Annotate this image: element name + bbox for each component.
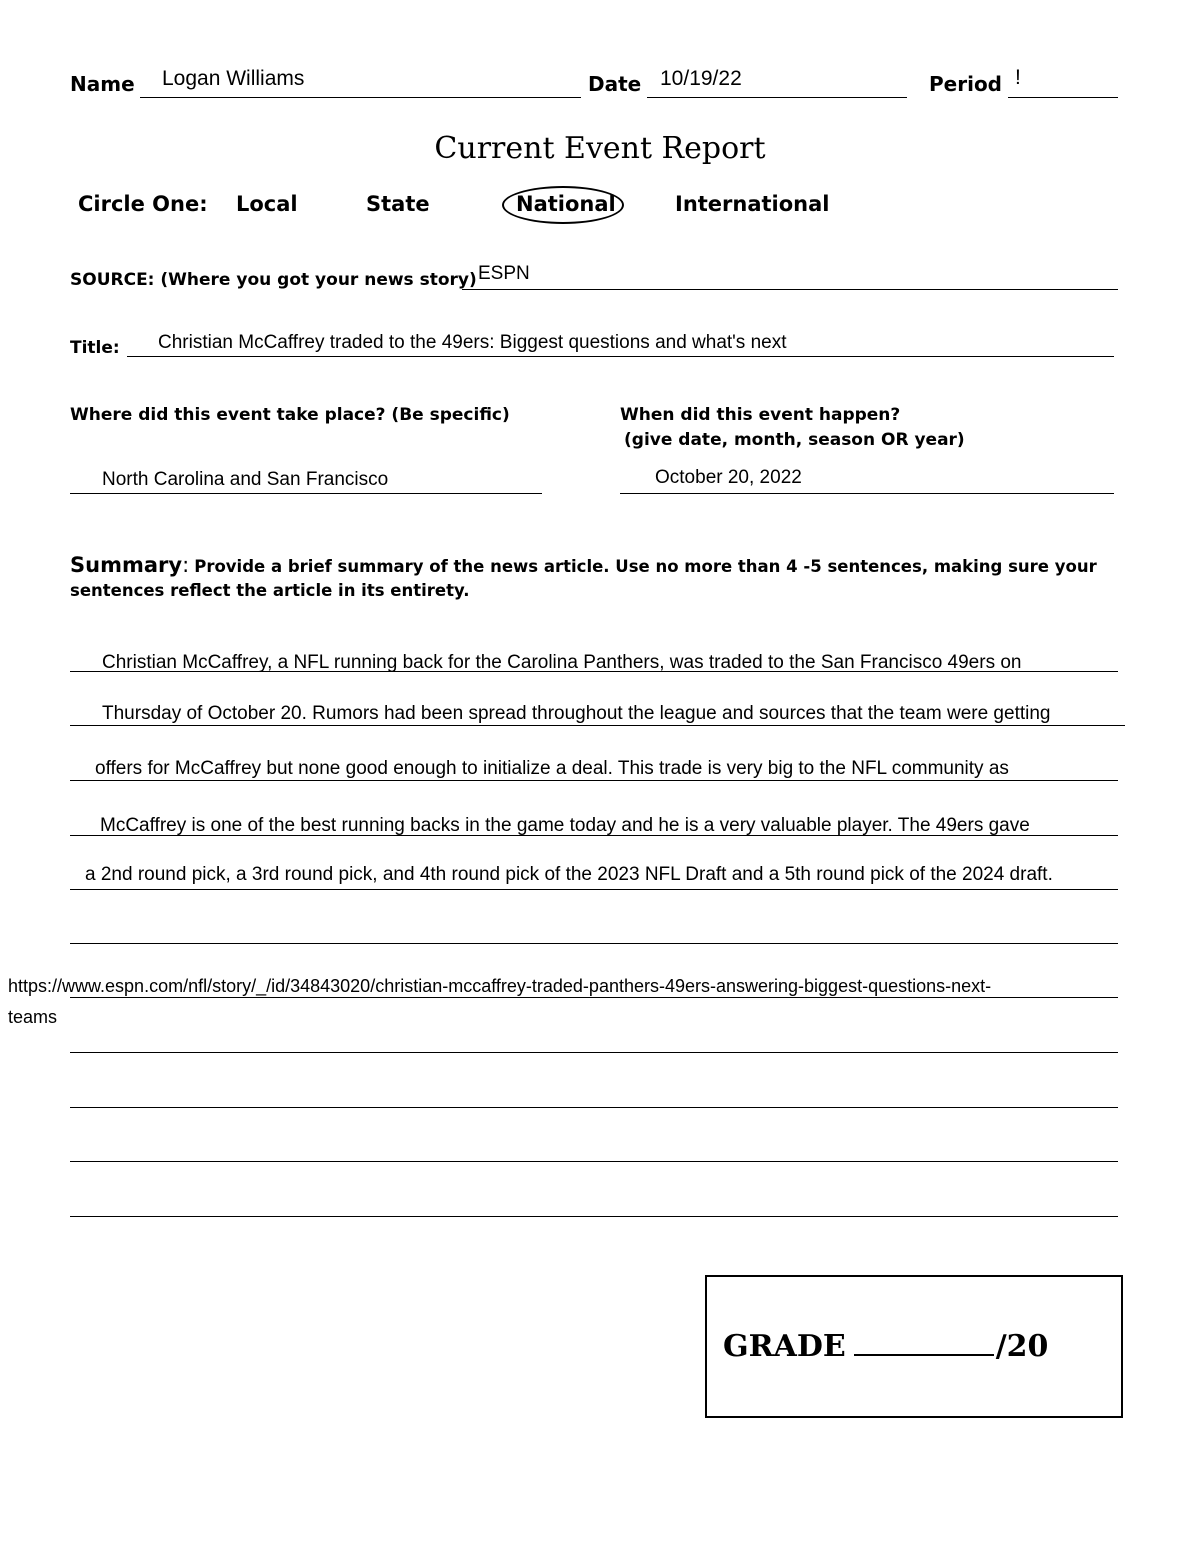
summary-rule [70,997,1118,998]
summary-line-1[interactable]: Christian McCaffrey, a NFL running back for the Carolina Panthers, was traded to the San Francisco 49ers on [102,652,1022,673]
source-url-line2[interactable]: teams [8,1007,58,1027]
source-url-line1[interactable]: https://www.espn.com/nfl/story/_/id/34843020/christian-mccaffrey-traded-panthers-49ers-answering-biggest-questions-next- [8,976,992,996]
grade-label: GRADE [723,1329,846,1364]
summary-instructions-line2: sentences reflect the article in its entirety. [70,581,470,600]
period-field[interactable]: ! [1015,66,1021,89]
report-title: Current Event Report [434,131,766,166]
summary-rule [70,1161,1118,1162]
summary-colon: : [182,553,190,577]
summary-line-4[interactable]: McCaffrey is one of the best running backs in the game today and he is a very valuable player. The 49ers gave [100,815,1030,836]
where-question: Where did this event take place? (Be specific) [70,405,510,425]
circle-one-label: Circle One: [78,192,208,216]
when-field[interactable]: October 20, 2022 [655,467,802,488]
when-question: When did this event happen? [620,405,901,425]
option-local[interactable]: Local [236,192,298,216]
grade-blank[interactable] [854,1330,994,1356]
title-underline [127,356,1114,357]
name-underline [140,97,581,98]
option-international[interactable]: International [675,192,830,216]
where-underline [70,493,542,494]
source-field[interactable]: ESPN [478,263,530,284]
grade-total: /20 [995,1329,1049,1364]
date-field[interactable]: 10/19/22 [660,67,742,90]
summary-rule [70,780,1118,781]
name-field[interactable]: Logan Williams [162,67,305,90]
summary-rule [70,725,1125,726]
summary-rule [70,1052,1118,1053]
summary-line-3[interactable]: offers for McCaffrey but none good enough to initialize a deal. This trade is very big to the NFL community as [95,758,1009,779]
when-underline [620,493,1114,494]
when-hint: (give date, month, season OR year) [624,430,965,450]
title-label: Title: [70,338,120,358]
summary-line-5[interactable]: a 2nd round pick, a 3rd round pick, and 4th round pick of the 2023 NFL Draft and a 5th round pick of the 2024 draft. [85,864,1053,885]
where-field[interactable]: North Carolina and San Francisco [102,469,389,490]
source-underline [462,289,1118,290]
summary-rule [70,943,1118,944]
date-label: Date [588,72,642,96]
title-field[interactable]: Christian McCaffrey traded to the 49ers: Biggest questions and what's next [158,332,787,353]
date-underline [647,97,907,98]
summary-rule [70,1107,1118,1108]
period-label: Period [929,72,1002,96]
summary-instructions-line1: Provide a brief summary of the news article. Use no more than 4 -5 sentences, making sure your [194,557,1097,576]
summary-rule [70,1216,1118,1217]
summary-heading: Summary [70,553,183,577]
name-label: Name [70,72,135,96]
summary-instructions [70,553,1097,577]
summary-rule [70,889,1118,890]
option-state[interactable]: State [366,192,430,216]
source-label: SOURCE: (Where you got your news story) [70,270,477,290]
selected-circle-mark [502,186,624,224]
grade-box [705,1275,1123,1418]
grade-line [723,1329,1048,1364]
option-national[interactable]: National [516,192,616,216]
period-underline [1008,97,1118,98]
summary-line-2[interactable]: Thursday of October 20. Rumors had been spread throughout the league and sources that the team were getting [102,703,1051,724]
